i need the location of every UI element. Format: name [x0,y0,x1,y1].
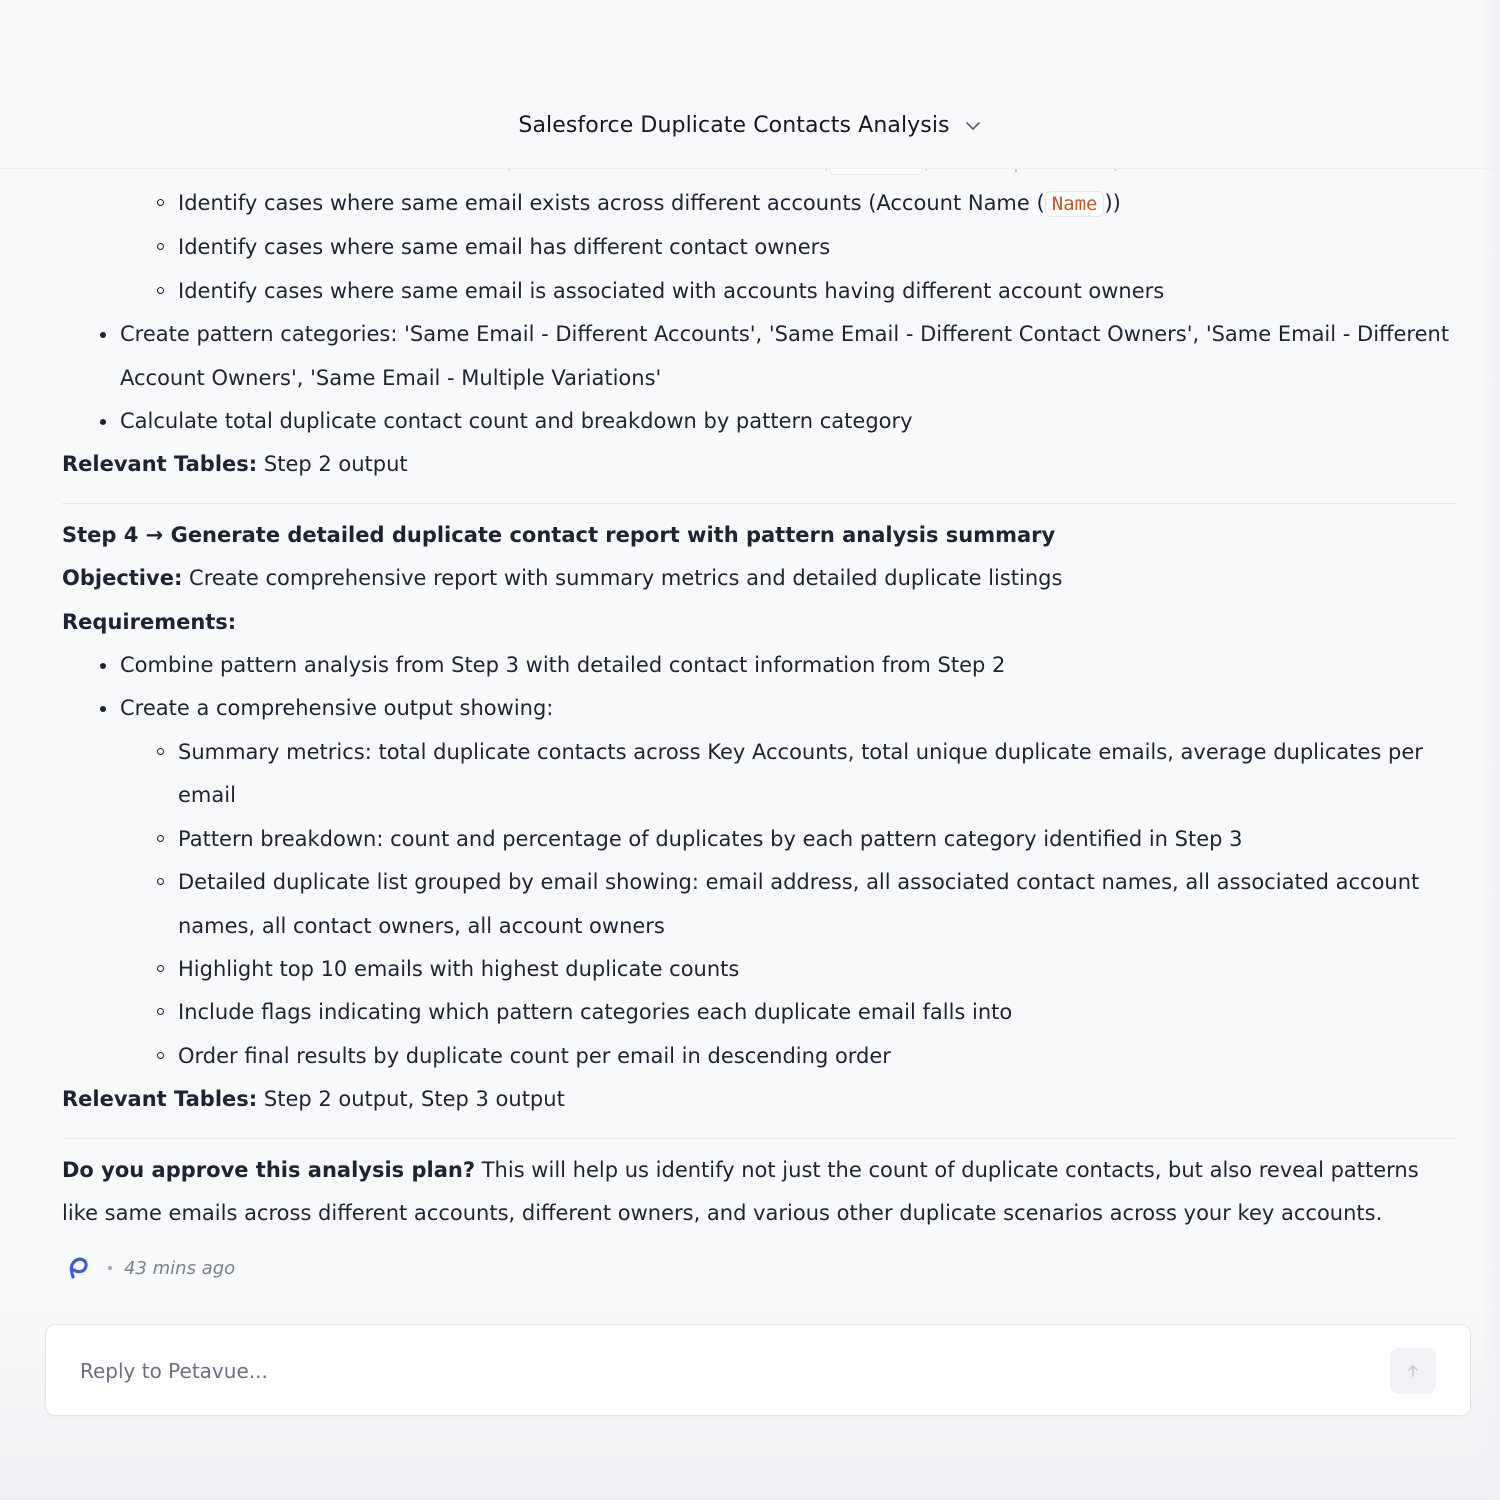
reply-input[interactable] [66,1347,1394,1395]
relevant-tables-value: Step 2 output, Step 3 output [263,1087,565,1112]
step4-requirements-label [62,601,1456,644]
scroll-edge [1480,0,1500,1500]
list-item: Include flags indicating which pattern categories each duplicate email falls into [178,991,1456,1034]
message-timestamp: 43 mins ago [124,1257,236,1279]
petavue-logo-icon [62,1253,92,1283]
requirements-label: Requirements: [62,609,237,634]
list-item: Summary metrics: total duplicate contacts across Key Accounts, total unique duplicate emails, average duplicates per email [178,731,1456,818]
divider [62,1138,1456,1139]
code-chip: Name [1045,191,1105,217]
send-button[interactable] [1390,1348,1436,1394]
list-item: Identify cases where same email is associated with accounts having different account owners [178,270,1456,313]
step4-heading-text: Step 4 → Generate detailed duplicate contact report with pattern analysis summary [62,522,1056,547]
list-item: Create a comprehensive output showing: [120,687,1456,730]
list-item: Identify cases where same email has different contact owners [178,226,1456,269]
approval-paragraph [62,1149,1456,1236]
list-item-text: )) [1104,191,1121,215]
list-item-text: Identify cases where same email exists across different accounts (Account Name ( [178,191,1045,215]
relevant-tables-label: Relevant Tables: [62,452,258,477]
relevant-tables-value: Step 2 output [263,452,408,477]
conversation-header [0,0,1500,169]
step3-list [62,313,1456,443]
arrow-up-icon [1405,1363,1421,1379]
divider [62,503,1456,504]
step4-objective [62,557,1456,600]
list-item: Detailed duplicate list grouped by email showing: email address, all associated contact names, all associated account names, all contact owners, all account owners [178,861,1456,948]
list-item: Pattern breakdown: count and percentage of duplicates by each pattern category identified in Step 3 [178,818,1456,861]
step3-relevant-tables [62,443,1456,486]
message-content [62,140,1456,1235]
approval-text: This will help us identify not just the count of duplicate contacts, but also reveal patterns like same emails across different accounts, different owners, and various other duplicate scenarios across your key accounts. [62,1157,1419,1225]
reply-composer [45,1324,1471,1416]
list-item: Order final results by duplicate count per email in descending order [178,1035,1456,1078]
separator-dot [108,1266,112,1270]
step4-relevant-tables [62,1078,1456,1121]
list-item [178,182,1456,226]
objective-value: Create comprehensive report with summary metrics and detailed duplicate listings [189,566,1063,591]
approval-question: Do you approve this analysis plan? [62,1157,476,1182]
conversation-title: Salesforce Duplicate Contacts Analysis [518,113,950,138]
list-item: Highlight top 10 emails with highest duplicate counts [178,948,1456,991]
objective-label: Objective: [62,566,183,591]
conversation-title-dropdown[interactable] [518,113,981,138]
step4-sub-list [62,731,1456,1078]
step4-heading [62,514,1456,557]
list-item: Create pattern categories: 'Same Email - Different Accounts', 'Same Email - Different Contact Owners', 'Same Email - Different Account Owners', 'Same Email - Multiple Variations' [120,313,1456,400]
list-item: Calculate total duplicate contact count and breakdown by pattern category [120,400,1456,443]
chevron-down-icon [964,117,982,135]
relevant-tables-label: Relevant Tables: [62,1087,258,1112]
message-meta [62,1252,235,1284]
step4-list [62,644,1456,731]
list-item: Combine pattern analysis from Step 3 with detailed contact information from Step 2 [120,644,1456,687]
